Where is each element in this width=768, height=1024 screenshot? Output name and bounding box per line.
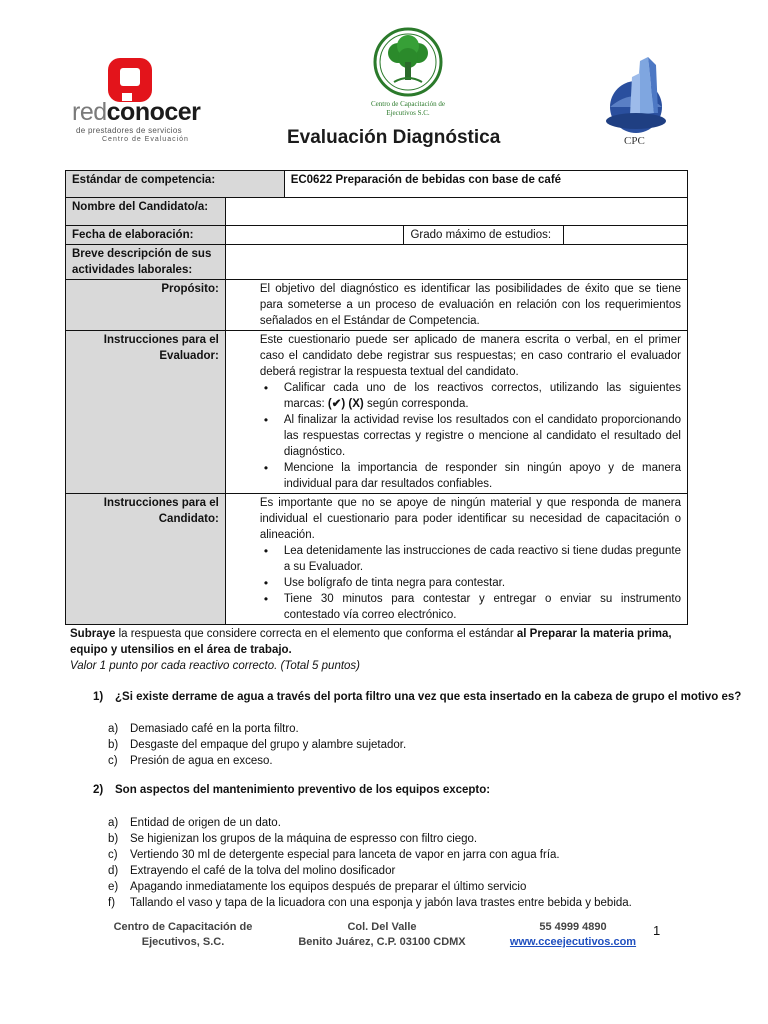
footer-address: Col. Del Valle Benito Juárez, C.P. 03100 CDMX bbox=[298, 921, 466, 948]
fecha-field[interactable] bbox=[225, 226, 404, 245]
page-number: 1 bbox=[653, 923, 661, 938]
option-item[interactable]: b) Se higienizan los grupos de la máquina de espresso con filtro ciego. bbox=[108, 833, 478, 845]
grado-label: Grado máximo de estudios: bbox=[404, 226, 564, 245]
candidato-bullet-3: • Tiene 30 minutos para contestar y entregar o enviar su instrumento contestado vía correo electrónico. bbox=[284, 591, 681, 623]
option-item[interactable]: a) Demasiado café en la porta filtro. bbox=[108, 723, 299, 735]
option-item[interactable]: a) Entidad de origen de un dato. bbox=[108, 817, 281, 829]
candidato-bullet-2: • Use bolígrafo de tinta negra para contestar. bbox=[284, 575, 681, 591]
footer-website-link[interactable]: www.cceejecutivos.com bbox=[509, 936, 637, 948]
cce-logo bbox=[358, 26, 458, 126]
evaluador-bullet-2: • Al finalizar la actividad revise los resultados con el candidato proporcionando las respuestas correctas y registre o mencione al candidato el resultado del diagnóstico. bbox=[284, 412, 681, 460]
cce-logo-text: Centro de Capacitación de Ejecutivos S.C. bbox=[370, 100, 446, 117]
footer-phone: 55 4999 4890 bbox=[539, 921, 607, 933]
option-item[interactable]: e) Apagando inmediatamente los equipos después de preparar el último servicio bbox=[108, 881, 527, 893]
nombre-field[interactable] bbox=[225, 198, 687, 226]
breve-label: Breve descripción de sus actividades laborales: bbox=[66, 245, 226, 280]
cpc-logo bbox=[596, 55, 686, 150]
question-1: 1) ¿Si existe derrame de agua a través del porta filtro una vez que esta insertado en la cabeza de grupo el motivo es? bbox=[93, 691, 742, 703]
instructions-paragraph: Subraye la respuesta que considere correcta en el elemento que conforma el estándar al Preparar la materia prima, equipo y utensilios en el área de trabajo. Valor 1 punto por cada reactivo correcto. (Total 5 puntos) bbox=[70, 628, 672, 672]
option-item[interactable]: f) Tallando el vaso y tapa de la licuadora con una esponja y jabón lava trastes entre bebida y bebida. bbox=[108, 897, 632, 909]
grado-field[interactable] bbox=[564, 226, 688, 245]
candidato-label: Instrucciones para el Candidato: bbox=[66, 494, 226, 625]
question-2: 2) Son aspectos del mantenimiento preventivo de los equipos excepto: bbox=[93, 784, 491, 796]
candidate-form-table bbox=[65, 170, 688, 625]
conocer-subtitle: de prestadores de servicios bbox=[76, 126, 182, 135]
option-item[interactable]: d) Extrayendo el café de la tolva del molino dosificador bbox=[108, 865, 396, 877]
evaluador-intro: Este cuestionario puede ser aplicado de manera escrita o verbal, en el primer caso el candidato debe registrar sus respuestas; en caso contrario el evaluador deberá registrar la respuesta textual del candidato. bbox=[259, 334, 681, 378]
evaluador-bullet-1: • Calificar cada uno de los reactivos correctos, utilizando las siguientes marcas: (✔) (X) según corresponda. bbox=[284, 380, 681, 412]
estandar-value: EC0622 Preparación de bebidas con base de café bbox=[284, 171, 687, 198]
question-1-options bbox=[108, 721, 407, 769]
conocer-center-label: Centro de Evaluación bbox=[102, 136, 189, 143]
estandar-label: Estándar de competencia: bbox=[66, 171, 285, 198]
candidato-bullet-1: • Lea detenidamente las instrucciones de cada reactivo si tiene dudas pregunte a su Evaluador. bbox=[284, 543, 681, 575]
conocer-wordmark: redconocer bbox=[72, 98, 201, 126]
option-item[interactable]: b) Desgaste del empaque del grupo y alambre sujetador. bbox=[108, 739, 407, 751]
building-globe-icon bbox=[596, 55, 686, 135]
tree-seal-icon bbox=[358, 26, 458, 100]
red-conocer-logo bbox=[72, 56, 212, 143]
candidato-intro: Es importante que no se apoye de ningún material y que responda de manera individual el cuestionario para poder identificar su necesidad de capacitación o alineación. bbox=[259, 497, 681, 541]
breve-field[interactable] bbox=[225, 245, 687, 280]
footer-contact bbox=[506, 920, 640, 950]
option-item[interactable]: c) Presión de agua en exceso. bbox=[108, 755, 273, 767]
cpc-logo-text: CPC bbox=[624, 135, 645, 147]
fecha-label: Fecha de elaboración: bbox=[66, 226, 226, 245]
score-note: Valor 1 punto por cada reactivo correcto. (Total 5 puntos) bbox=[70, 660, 361, 672]
evaluador-instructions bbox=[225, 331, 687, 494]
footer-company: Centro de Capacitación de Ejecutivos, S.C. bbox=[113, 921, 253, 948]
option-item[interactable]: c) Vertiendo 30 ml de detergente especial para lanceta de vapor en jarra con agua fría. bbox=[108, 849, 560, 861]
candidato-instructions bbox=[225, 494, 687, 625]
page-title: Evaluación Diagnóstica bbox=[287, 127, 501, 148]
question-2-options bbox=[108, 815, 632, 911]
nombre-label: Nombre del Candidato/a: bbox=[66, 198, 226, 226]
proposito-text: El objetivo del diagnóstico es identificar las posibilidades de éxito que se tiene para someterse a un proceso de evaluación en relación con los requerimientos señalados en el Estándar de Competencia. bbox=[225, 280, 687, 331]
evaluador-bullet-3: • Mencione la importancia de responder sin ningún apoyo y de manera individual para dar resultados confiables. bbox=[284, 460, 681, 492]
evaluador-label: Instrucciones para el Evaluador: bbox=[66, 331, 226, 494]
proposito-label: Propósito: bbox=[66, 280, 226, 331]
